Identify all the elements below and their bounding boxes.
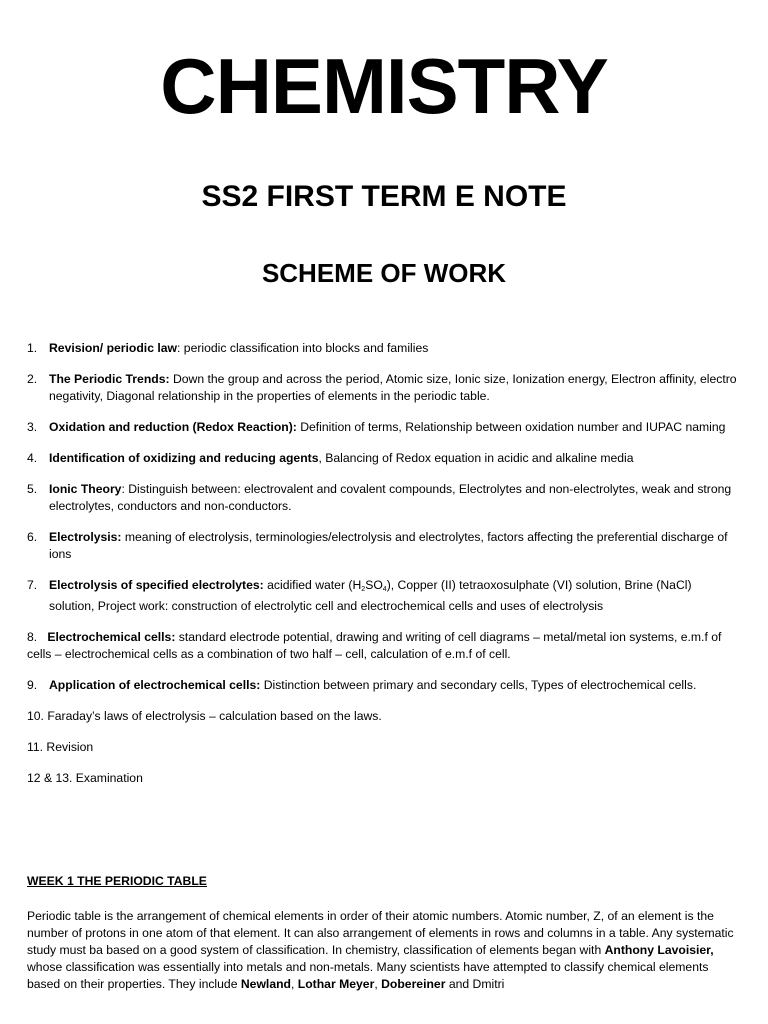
list-item: 8. Electrochemical cells: standard electrode potential, drawing and writing of cell diagrams – metal/metal ion systems, e.m.f of cells – electrochemical cells as a combination of two half – cell, calculation of e.m.f of cell. <box>27 630 722 661</box>
list-item: 2. The Periodic Trends: Down the group and across the period, Atomic size, Ionic size, Ionization energy, Electron affinity, electro negativity, Diagonal relationship in the properties of elements in the periodic table. <box>27 372 737 403</box>
list-item: 7. Electrolysis of specified electrolytes: acidified water $(H_2SO_4)$, Copper (II) tetraoxosulphate (VI) solution, Brine (NaCl) solution, Project work: construction of electrolytic cell and electrochemical cells and uses of electrolysis <box>27 578 692 613</box>
document-subtitle: SS2 FIRST TERM E NOTE <box>201 180 567 213</box>
week-topic: THE PERIODIC TABLE <box>77 874 207 888</box>
scheme-heading: SCHEME OF WORK <box>261 258 507 288</box>
list-item: 9. Application of electrochemical cells: Distinction between primary and secondary cells, Types of electrochemical cells. <box>27 678 697 692</box>
list-item: 11. Revision <box>27 740 94 754</box>
list-item: 4. Identification of oxidizing and reducing agents, Balancing of Redox equation in acidic and alkaline media <box>27 451 634 465</box>
scheme-list <box>27 340 739 801</box>
intro-paragraph: Periodic table is the arrangement of chemical elements in order of their atomic numbers. Atomic number, Z, of an element is the number of protons in one atom of that element. It can also arrangement of elements in rows and columns in a table. Any systematic study must ba based on a good system of classification. In chemistry, classification of elements began with Anthony Lavoisier, whose classification was essentially into metals and non-metals. Many scientists have attempted to classify chemical elements based on their properties. They include Newland, Lothar Meyer, Dobereiner and Dmitri <box>27 909 734 991</box>
list-item: 12 & 13. Examination <box>27 771 143 785</box>
list-item: 6. Electrolysis: meaning of electrolysis, terminologies/electrolysis and electrolytes, factors affecting the preferential discharge of ions <box>27 530 728 561</box>
list-item: 10. Faraday’s laws of electrolysis – calculation based on the laws. <box>27 709 382 723</box>
document-title: CHEMISTRY <box>160 42 608 130</box>
list-item: 1. Revision/ periodic law: periodic classification into blocks and families <box>27 341 429 355</box>
week-heading <box>27 874 207 888</box>
week-label: WEEK 1 <box>27 874 74 888</box>
list-item: 5. Ionic Theory: Distinguish between: electrovalent and covalent compounds, Electrolytes and non-electrolytes, weak and strong electrolytes, conductors and non-conductors. <box>27 482 732 513</box>
list-item: 3. Oxidation and reduction (Redox Reaction): Definition of terms, Relationship between oxidation number and IUPAC naming <box>27 420 726 434</box>
